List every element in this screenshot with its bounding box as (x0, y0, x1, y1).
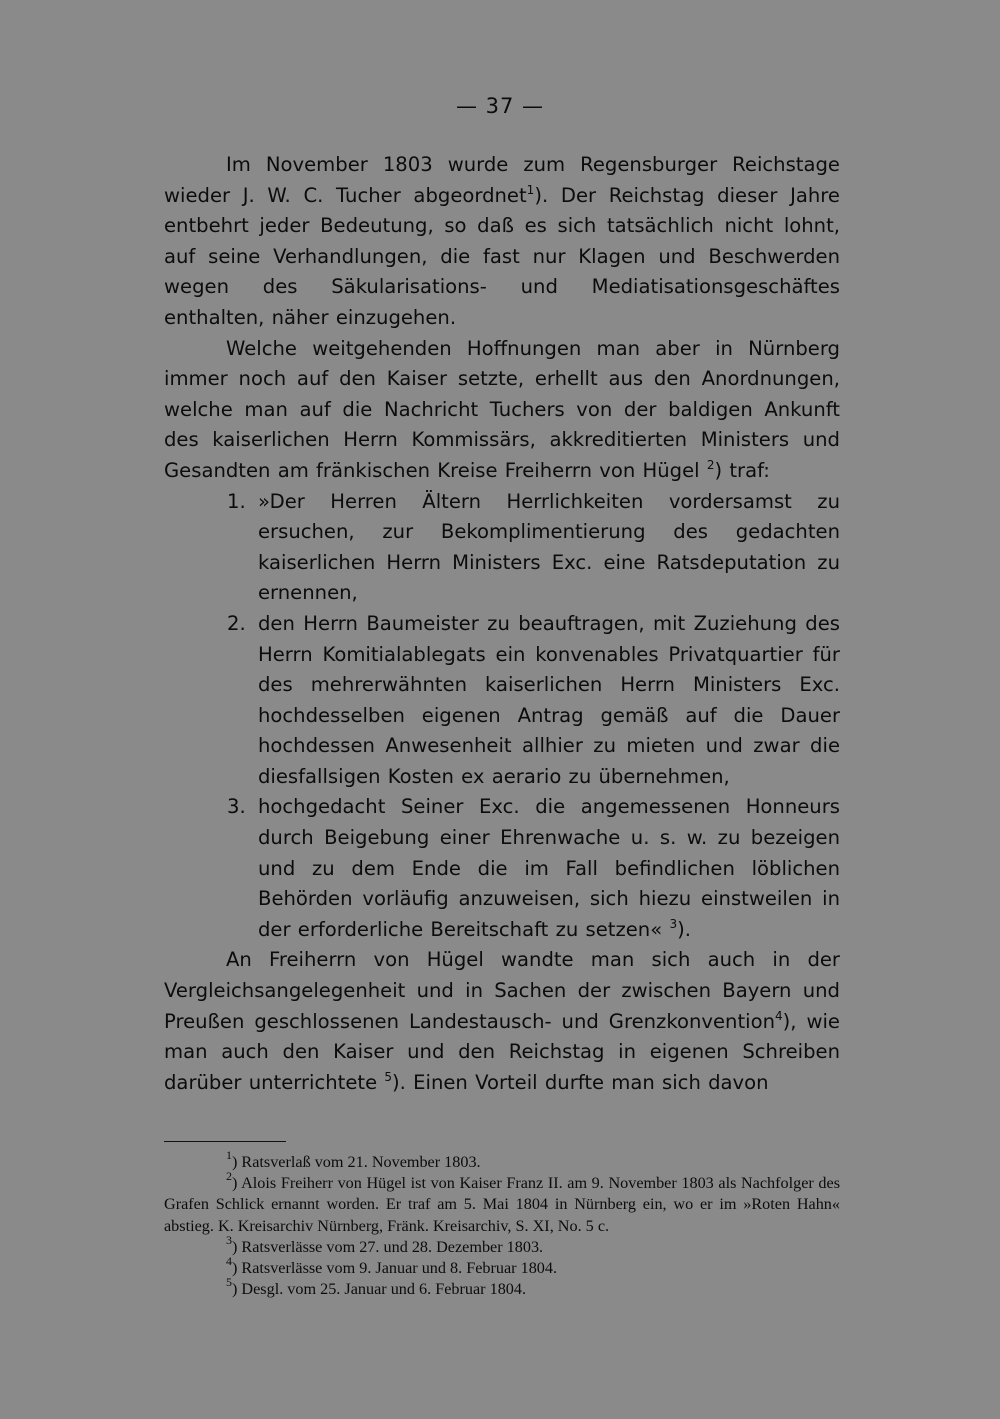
list-number: 2. (227, 611, 246, 635)
footnote-ref: 1 (526, 182, 535, 197)
footnote-ref: 4 (775, 1008, 783, 1023)
main-text (164, 150, 840, 1098)
paragraph: An Freiherrn von Hügel wandte man sich auch in der Vergleichsangelegenheit und in Sachen der zwischen Bayern und Preußen geschlossenen Landestausch- und Grenzkonvention$^4$), wie man auch den Kaiser und den Reichstag in eigenen Schreiben darüber unterrichtete $^5$). Einen Vorteil durfte man sich davon (164, 948, 840, 1094)
paragraph: Welche weitgehenden Hoffnungen man aber in Nürnberg immer noch auf den Kaiser setzte, erhellt aus den Anordnungen, welche man auf die Nachricht Tuchers von der baldigen Ankunft des kaiserlichen Herrn Kommissärs, akkreditierten Ministers und Gesandten am fränkischen Kreise Freiherrn von Hügel $^2$) traf: (164, 336, 840, 482)
footnote: $^3$) Ratsverlässe vom 27. und 28. Dezember 1803. (226, 1232, 544, 1256)
page-number: — 37 — (455, 94, 545, 118)
paragraph: Im November 1803 wurde zum Regensburger Reichstage wieder J. W. C. Tucher abgeordnet$^1$). Der Reichstag dieser Jahre entbehrt jeder Bedeutung, so daß es sich tatsächlich nicht lohnt, auf seine Verhandlungen, die fast nur Klagen und Beschwerden wegen des Säkularisations- und Mediatisationsgeschäftes enthalten, näher einzugehen. (164, 153, 840, 329)
footnote: $^4$) Ratsverlässe vom 9. Januar und 8. Februar 1804. (226, 1254, 558, 1278)
footnote-ref: 2 (706, 457, 715, 472)
footnote-ref: 5 (384, 1069, 393, 1084)
numbered-list (164, 487, 840, 946)
footnotes (164, 1148, 840, 1300)
list-item: 1. »Der Herren Ältern Herrlichkeiten vordersamst zu ersuchen, zur Bekomplimentierung des gedachten kaiserlichen Herrn Ministers Exc. eine Ratsdeputation zu ernennen, (164, 487, 840, 609)
list-number: 3. (227, 795, 246, 819)
footnote: $^1$) Ratsverlaß vom 21. November 1803. (226, 1148, 481, 1171)
footnote-ref: 3 (669, 916, 678, 931)
list-item: 3. hochgedacht Seiner Exc. die angemessenen Honneurs durch Beigebung einer Ehrenwache u. s. w. zu bezeigen und zu dem Ende die im Fall befindlichen löblichen Behörden vorläufig anzuweisen, sich hiezu einstweilen in der erforderliche Bereitschaft zu setzen« $^3$). (164, 792, 840, 945)
footnote-divider (164, 1141, 286, 1142)
footnote: $^5$) Desgl. vom 25. Januar und 6. Februar 1804. (226, 1275, 527, 1299)
footnote: $^2$) Alois Freiherr von Hügel ist von Kaiser Franz II. am 9. November 1803 als Nachfolger des Grafen Schlick ernannt worden. Er traf am 5. Mai 1804 in Nürnberg ein, wo er im »Roten Hahn« abstieg. K. Kreisarchiv Nürnberg, Fränk. Kreisarchiv, S. XI, No. 5 c. (164, 1169, 840, 1235)
list-item: 2. den Herrn Baumeister zu beauftragen, mit Zuziehung des Herrn Komitialablegats ein konvenables Privatquartier für des mehrerwähnten kaiserlichen Herrn Ministers Exc. hochdesselben eigenen Antrag gemäß auf die Dauer hochdessen Anwesenheit allhier zu mieten und zwar die diesfallsigen Kosten ex aerario zu übernehmen, (164, 609, 840, 793)
list-number: 1. (227, 489, 246, 513)
